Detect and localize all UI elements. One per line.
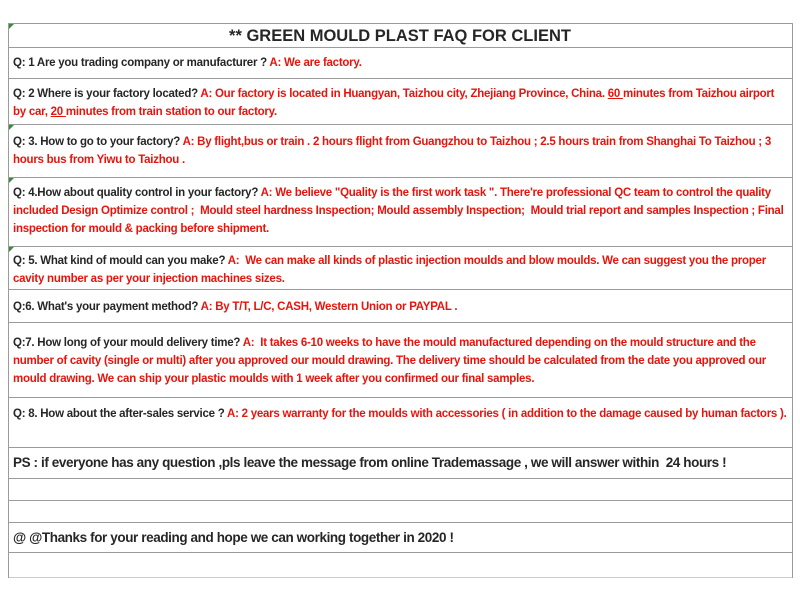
question-text: Q: 4.How about quality control in your factory? xyxy=(13,187,261,199)
faq-row-title xyxy=(9,24,792,48)
question-text: PS : if everyone has any question ,pls leave the message from online Trademassage , we will answer within 24 hours ! xyxy=(13,455,727,470)
question-text: ** GREEN MOULD PLAST FAQ FOR CLIENT xyxy=(229,27,571,45)
answer-text: 60 xyxy=(607,88,623,100)
faq-row-ps xyxy=(9,448,792,479)
cell-corner-marker-icon xyxy=(9,178,14,183)
answer-text: A: It takes 6-10 weeks to have the mould manufactured depending on the mould structure and the number of cavity (single or multi) after you approved our mould drawing. The delivery time should be calculated from the date you approved our mould drawing. We can ship your plastic moulds with 1 week after you confirmed our final samples. xyxy=(13,337,769,385)
faq-row-q6 xyxy=(9,290,792,323)
answer-text: A: 2 years warranty for the moulds with accessories ( in addition to the damage caused by human factors ). xyxy=(227,408,787,420)
faq-row-text xyxy=(13,252,787,288)
answer-text: minutes from Taizhou airport by car, xyxy=(13,88,778,118)
question-text: Q: 3. How to go to your factory? xyxy=(13,136,183,148)
faq-row-q8 xyxy=(9,398,792,448)
faq-row-empty-2 xyxy=(9,501,792,523)
faq-row-q5 xyxy=(9,247,792,290)
faq-row-empty-1 xyxy=(9,479,792,501)
answer-text: A: We believe "Quality is the first work task ". There're professional QC team to control the quality included Design Optimize control ; Mould steel hardness Inspection; Mould assembly Inspection; Mould trial report and samples Inspection ; Final inspection for mould & packing before shipment. xyxy=(13,187,787,235)
faq-row-text xyxy=(13,133,787,169)
faq-row-text xyxy=(13,453,787,473)
faq-row-text xyxy=(13,184,787,238)
question-text: Q: 8. How about the after-sales service ? xyxy=(13,408,228,420)
faq-row-text xyxy=(13,334,787,388)
faq-table xyxy=(8,23,793,578)
cell-corner-marker-icon xyxy=(9,125,14,130)
answer-text: A: We are factory. xyxy=(269,57,362,69)
faq-row-thanks xyxy=(9,523,792,553)
faq-row-text xyxy=(13,54,787,72)
faq-row-text xyxy=(13,528,787,548)
question-text: Q: 1 Are you trading company or manufacturer ? xyxy=(13,57,270,69)
cell-corner-marker-icon xyxy=(9,247,14,252)
question-text: Q: 5. What kind of mould can you make? xyxy=(13,255,228,267)
faq-row-q1 xyxy=(9,48,792,79)
faq-row-q3 xyxy=(9,125,792,178)
faq-row-text xyxy=(13,85,787,121)
faq-row-text xyxy=(13,405,787,423)
faq-row-text xyxy=(13,298,787,316)
faq-row-empty-3 xyxy=(9,553,792,578)
faq-row-q4 xyxy=(9,178,792,247)
cell-corner-marker-icon xyxy=(9,24,14,29)
answer-text: A: By T/T, L/C, CASH, Western Union or PAYPAL . xyxy=(200,301,458,313)
answer-text: A: We can make all kinds of plastic injection moulds and blow moulds. We can suggest you the proper cavity number as per your injection machines sizes. xyxy=(13,255,769,285)
question-text: Q: 2 Where is your factory located? xyxy=(13,88,201,100)
question-text: Q:6. What's your payment method? xyxy=(13,301,201,313)
question-text: Q:7. How long of your mould delivery time? xyxy=(13,337,243,349)
answer-text: A: Our factory is located in Huangyan, Taizhou city, Zhejiang Province, China. xyxy=(200,88,608,100)
faq-row-text xyxy=(13,26,787,46)
answer-text: minutes from train station to our factory. xyxy=(65,106,277,118)
answer-text: A: By flight,bus or train . 2 hours flight from Guangzhou to Taizhou ; 2.5 hours train from Shanghai To Taizhou ; 3 hours bus from Yiwu to Taizhou . xyxy=(13,136,774,166)
answer-text: 20 xyxy=(50,106,66,118)
question-text: @ @Thanks for your reading and hope we can working together in 2020 ! xyxy=(13,530,454,545)
faq-row-q2 xyxy=(9,79,792,125)
faq-row-q7 xyxy=(9,323,792,398)
